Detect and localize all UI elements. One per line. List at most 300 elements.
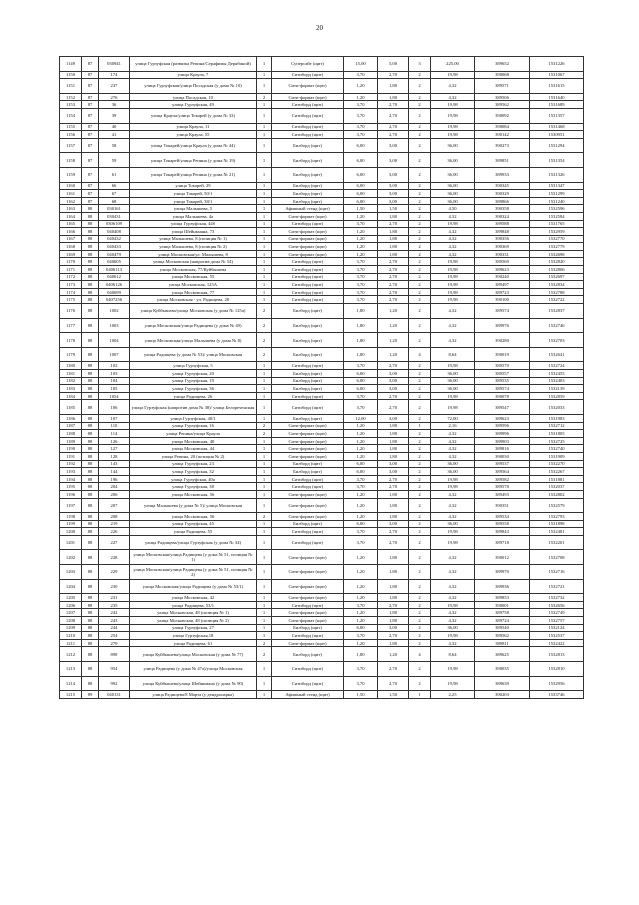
cell-coord-x: 389540 bbox=[475, 624, 530, 632]
cell-row-number: 1199 bbox=[60, 520, 82, 528]
cell-area: 19,98 bbox=[431, 483, 475, 491]
cell-address: улица Радищева/улица Гурзуфская (у дома № 34) bbox=[130, 535, 257, 550]
cell-address: улица Московская, 42 bbox=[130, 594, 257, 602]
cell-district-code: 88 bbox=[82, 212, 99, 220]
cell-area: 36,00 bbox=[431, 138, 475, 153]
table-row bbox=[60, 632, 584, 640]
cell-district-code: 88 bbox=[82, 220, 99, 228]
table-row bbox=[60, 123, 584, 131]
cell-sides: 1 bbox=[257, 452, 272, 460]
cell-height: 1,80 bbox=[378, 430, 409, 438]
cell-sides: 2 bbox=[257, 639, 272, 647]
cell-coord-x: 389623 bbox=[475, 266, 530, 274]
cell-surfaces: 2 bbox=[409, 101, 431, 109]
cell-sides: 2 bbox=[257, 513, 272, 521]
cell-coord-x: 390019 bbox=[475, 347, 530, 362]
cell-area: 19,98 bbox=[431, 296, 475, 304]
cell-coord-y: 1532037 bbox=[530, 483, 584, 491]
cell-structure-number: 1003 bbox=[99, 318, 130, 333]
cell-surfaces: 2 bbox=[409, 498, 431, 513]
cell-width: 3,70 bbox=[344, 258, 378, 266]
cell-district-code: 87 bbox=[82, 101, 99, 109]
cell-structure-number: 1054 bbox=[99, 392, 130, 400]
cell-sides: 1 bbox=[257, 377, 272, 385]
cell-address: улица Малышева, 4а bbox=[130, 212, 257, 220]
table-row bbox=[60, 475, 584, 483]
cell-address: улица Токарей/улица Репина (у дома № 21) bbox=[130, 167, 257, 182]
cell-area: 4,32 bbox=[431, 452, 475, 460]
cell-structure-number: 40 bbox=[99, 123, 130, 131]
cell-structure-type: Билборд (щит) bbox=[272, 318, 344, 333]
cell-structure-number: 030431 bbox=[99, 212, 130, 220]
cell-height: 3,00 bbox=[378, 468, 409, 476]
cell-coord-y: 1532813 bbox=[530, 647, 584, 662]
cell-surfaces: 2 bbox=[409, 197, 431, 205]
cell-row-number: 1187 bbox=[60, 422, 82, 430]
cell-row-number: 1184 bbox=[60, 392, 82, 400]
cell-coord-y: 1532810 bbox=[530, 662, 584, 677]
cell-area: 4,32 bbox=[431, 79, 475, 94]
cell-row-number: 1158 bbox=[60, 153, 82, 168]
table-row bbox=[60, 468, 584, 476]
cell-area: 4,32 bbox=[431, 594, 475, 602]
cell-coord-x: 389625 bbox=[475, 647, 530, 662]
cell-address: улица Московская, 55 bbox=[130, 273, 257, 281]
cell-address: улица Гурзуфская, 40/1 bbox=[130, 414, 257, 422]
cell-structure-type: Ситиборд (щит) bbox=[272, 535, 344, 550]
cell-address: улица Малышева (у дома № 5)/ улица Московская bbox=[130, 498, 257, 513]
cell-height: 2,70 bbox=[378, 273, 409, 281]
cell-height: 3,00 bbox=[378, 414, 409, 422]
cell-structure-number: 030161 bbox=[99, 205, 130, 213]
cell-district-code: 88 bbox=[82, 520, 99, 528]
cell-structure-type: Афишный стенд (щит) bbox=[272, 691, 344, 699]
cell-coord-y: 1531689 bbox=[530, 101, 584, 109]
cell-row-number: 1203 bbox=[60, 565, 82, 580]
cell-row-number: 1182 bbox=[60, 377, 82, 385]
cell-structure-type: Ситиборд (щит) bbox=[272, 288, 344, 296]
cell-row-number: 1209 bbox=[60, 624, 82, 632]
cell-surfaces: 2 bbox=[409, 662, 431, 677]
cell-row-number: 1194 bbox=[60, 475, 82, 483]
cell-area: 19,98 bbox=[431, 131, 475, 139]
cell-height: 2,70 bbox=[378, 676, 409, 691]
cell-row-number: 1180 bbox=[60, 362, 82, 370]
table-row bbox=[60, 273, 584, 281]
cell-width: 3,70 bbox=[344, 601, 378, 609]
cell-width: 1,80 bbox=[344, 333, 378, 348]
cell-structure-number: 104 bbox=[99, 377, 130, 385]
cell-structure-type: Билборд (щит) bbox=[272, 304, 344, 319]
cell-district-code: 87 bbox=[82, 153, 99, 168]
cell-structure-type: Ситиборд (щит) bbox=[272, 266, 344, 274]
cell-height: 1,80 bbox=[378, 609, 409, 617]
cell-address: улица Куйбышева/улица Шейнкмана (у дома № 90) bbox=[130, 676, 257, 691]
cell-structure-type: Билборд (щит) bbox=[272, 385, 344, 393]
cell-coord-x: 390092 bbox=[475, 108, 530, 123]
table-row bbox=[60, 513, 584, 521]
cell-height: 2,70 bbox=[378, 281, 409, 289]
cell-structure-type: Сити-формат (щит) bbox=[272, 243, 344, 251]
cell-structure-number: 126 bbox=[99, 437, 130, 445]
cell-height: 2,70 bbox=[378, 296, 409, 304]
cell-coord-x: 389652 bbox=[475, 57, 530, 72]
cell-structure-number: 040408 bbox=[99, 228, 130, 236]
cell-coord-x: 389582 bbox=[475, 475, 530, 483]
cell-surfaces: 2 bbox=[409, 475, 431, 483]
cell-structure-type: Билборд (щит) bbox=[272, 347, 344, 362]
cell-height: 2,70 bbox=[378, 528, 409, 536]
table-row bbox=[60, 370, 584, 378]
cell-row-number: 1169 bbox=[60, 250, 82, 258]
cell-coord-y: 1532749 bbox=[530, 609, 584, 617]
cell-structure-number: 1004 bbox=[99, 333, 130, 348]
cell-district-code: 88 bbox=[82, 273, 99, 281]
cell-address: улица Московская/улица Радищева (у дома № 53/1) bbox=[130, 579, 257, 594]
cell-width: 3,70 bbox=[344, 483, 378, 491]
cell-coord-y: 1532770 bbox=[530, 235, 584, 243]
cell-district-code: 88 bbox=[82, 460, 99, 468]
cell-width: 1,80 bbox=[344, 347, 378, 362]
cell-structure-number: 68 bbox=[99, 197, 130, 205]
cell-address: улица Московская/улица Малышева (у дома № 8) bbox=[130, 333, 257, 348]
cell-coord-x: 390324 bbox=[475, 212, 530, 220]
cell-district-code: 87 bbox=[82, 167, 99, 182]
cell-width: 3,70 bbox=[344, 288, 378, 296]
cell-structure-number: 144 bbox=[99, 468, 130, 476]
cell-height: 1,80 bbox=[378, 235, 409, 243]
cell-district-code: 87 bbox=[82, 138, 99, 153]
cell-area: 36,00 bbox=[431, 624, 475, 632]
cell-area: 19,98 bbox=[431, 288, 475, 296]
cell-structure-type: Билборд (щит) bbox=[272, 138, 344, 153]
cell-district-code: 88 bbox=[82, 296, 99, 304]
cell-coord-x: 389718 bbox=[475, 535, 530, 550]
cell-coord-x: 389571 bbox=[475, 79, 530, 94]
cell-row-number: 1192 bbox=[60, 460, 82, 468]
cell-sides: 1 bbox=[257, 617, 272, 625]
cell-coord-y: 1532537 bbox=[530, 632, 584, 640]
cell-structure-number: 040131 bbox=[99, 691, 130, 699]
table-row bbox=[60, 235, 584, 243]
cell-structure-number: 0407256 bbox=[99, 296, 130, 304]
cell-structure-number: 040612 bbox=[99, 273, 130, 281]
cell-area: 4,32 bbox=[431, 304, 475, 319]
table-row bbox=[60, 565, 584, 580]
cell-district-code: 88 bbox=[82, 513, 99, 521]
cell-row-number: 1164 bbox=[60, 212, 82, 220]
cell-row-number: 1215 bbox=[60, 691, 82, 699]
cell-coord-y: 1532033 bbox=[530, 400, 584, 415]
cell-structure-number: 102 bbox=[99, 362, 130, 370]
cell-area: 8,64 bbox=[431, 347, 475, 362]
cell-row-number: 1213 bbox=[60, 662, 82, 677]
cell-coord-x: 389493 bbox=[475, 490, 530, 498]
cell-height: 2,70 bbox=[378, 220, 409, 228]
cell-height: 1,50 bbox=[378, 205, 409, 213]
cell-coord-x: 389506 bbox=[475, 93, 530, 101]
cell-row-number: 1154 bbox=[60, 108, 82, 123]
cell-structure-type: Билборд (щит) bbox=[272, 414, 344, 422]
cell-coord-y: 1532403 bbox=[530, 377, 584, 385]
cell-sides: 1 bbox=[257, 579, 272, 594]
cell-coord-y: 1530951 bbox=[530, 131, 584, 139]
cell-area: 19,98 bbox=[431, 123, 475, 131]
cell-district-code: 88 bbox=[82, 228, 99, 236]
cell-surfaces: 2 bbox=[409, 190, 431, 198]
table-row bbox=[60, 182, 584, 190]
table-row bbox=[60, 691, 584, 699]
cell-sides: 1 bbox=[257, 460, 272, 468]
cell-district-code: 88 bbox=[82, 430, 99, 438]
cell-height: 3,00 bbox=[378, 138, 409, 153]
cell-row-number: 1176 bbox=[60, 304, 82, 319]
cell-coord-x: 389843 bbox=[475, 528, 530, 536]
cell-surfaces: 2 bbox=[409, 228, 431, 236]
cell-coord-y: 1531226 bbox=[530, 57, 584, 72]
table-row bbox=[60, 167, 584, 182]
cell-area: 19,98 bbox=[431, 281, 475, 289]
cell-width: 1,20 bbox=[344, 452, 378, 460]
table-row bbox=[60, 579, 584, 594]
cell-sides: 1 bbox=[257, 691, 272, 699]
cell-height: 1,20 bbox=[378, 318, 409, 333]
table-row bbox=[60, 288, 584, 296]
cell-surfaces: 2 bbox=[409, 296, 431, 304]
cell-height: 2,70 bbox=[378, 392, 409, 400]
cell-area: 4,32 bbox=[431, 579, 475, 594]
cell-address: улица Краула/улица Токарей (у дома № 33) bbox=[130, 108, 257, 123]
table-row bbox=[60, 281, 584, 289]
cell-coord-x: 390035 bbox=[475, 662, 530, 677]
cell-coord-x: 389578 bbox=[475, 483, 530, 491]
cell-structure-type: Ситиборд (щит) bbox=[272, 400, 344, 415]
cell-row-number: 1161 bbox=[60, 190, 82, 198]
cell-address: улица Гурзуфская, 44б bbox=[130, 220, 257, 228]
cell-address: улица Радищева (у дома № 47а)/улица Московская bbox=[130, 662, 257, 677]
cell-sides: 1 bbox=[257, 108, 272, 123]
cell-height: 3,00 bbox=[378, 520, 409, 528]
cell-width: 1,20 bbox=[344, 93, 378, 101]
cell-coord-y: 1532712 bbox=[530, 422, 584, 430]
cell-height: 2,70 bbox=[378, 131, 409, 139]
cell-area: 4,32 bbox=[431, 490, 475, 498]
cell-sides: 2 bbox=[257, 430, 272, 438]
cell-district-code: 88 bbox=[82, 565, 99, 580]
cell-address: улица Московская/ул. Малышева, 8 bbox=[130, 250, 257, 258]
cell-surfaces: 2 bbox=[409, 609, 431, 617]
cell-sides: 1 bbox=[257, 57, 272, 72]
cell-coord-y: 1531898 bbox=[530, 520, 584, 528]
cell-surfaces: 2 bbox=[409, 617, 431, 625]
cell-coord-x: 390358 bbox=[475, 205, 530, 213]
cell-surfaces: 2 bbox=[409, 131, 431, 139]
cell-area: 36,00 bbox=[431, 167, 475, 182]
table-row bbox=[60, 414, 584, 422]
cell-district-code: 88 bbox=[82, 304, 99, 319]
cell-width: 1,20 bbox=[344, 228, 378, 236]
cell-surfaces: 2 bbox=[409, 535, 431, 550]
cell-width: 3,70 bbox=[344, 296, 378, 304]
cell-width: 1,20 bbox=[344, 550, 378, 565]
cell-structure-type: Сити-формат (щит) bbox=[272, 550, 344, 565]
cell-coord-x: 390351 bbox=[475, 498, 530, 513]
cell-row-number: 1162 bbox=[60, 197, 82, 205]
cell-coord-y: 1532201 bbox=[530, 535, 584, 550]
cell-width: 3,70 bbox=[344, 281, 378, 289]
cell-structure-number: 206 bbox=[99, 490, 130, 498]
cell-district-code: 87 bbox=[82, 197, 99, 205]
cell-structure-type: Ситиборд (щит) bbox=[272, 601, 344, 609]
cell-height: 2,70 bbox=[378, 483, 409, 491]
cell-area: 4,32 bbox=[431, 513, 475, 521]
cell-height: 1,20 bbox=[378, 304, 409, 319]
cell-height: 1,20 bbox=[378, 647, 409, 662]
cell-address: улица Токарей/улица Репина (у дома № 19) bbox=[130, 153, 257, 168]
cell-width: 6,00 bbox=[344, 138, 378, 153]
cell-sides: 1 bbox=[257, 498, 272, 513]
cell-row-number: 1214 bbox=[60, 676, 82, 691]
table-row bbox=[60, 71, 584, 79]
cell-address: улица Радищева, 26 bbox=[130, 392, 257, 400]
cell-structure-number: 106 bbox=[99, 400, 130, 415]
advertising-structures-table bbox=[59, 56, 584, 699]
cell-sides: 1 bbox=[257, 197, 272, 205]
cell-structure-type: Ситиборд (щит) bbox=[272, 528, 344, 536]
cell-surfaces: 2 bbox=[409, 288, 431, 296]
cell-row-number: 1174 bbox=[60, 288, 82, 296]
cell-structure-number: 898 bbox=[99, 647, 130, 662]
cell-address: улица Московская - ул. Радищева, 28 bbox=[130, 296, 257, 304]
cell-district-code: 88 bbox=[82, 475, 99, 483]
cell-area: 4,32 bbox=[431, 617, 475, 625]
cell-address: улица Краула, 55 bbox=[130, 131, 257, 139]
cell-structure-type: Сити-формат (щит) bbox=[272, 228, 344, 236]
cell-surfaces: 4 bbox=[409, 647, 431, 662]
cell-coord-y: 1532732 bbox=[530, 594, 584, 602]
cell-row-number: 1160 bbox=[60, 182, 82, 190]
cell-coord-x: 389569 bbox=[475, 258, 530, 266]
cell-address: улица Московская, 48 (позиция № 1) bbox=[130, 609, 257, 617]
cell-sides: 1 bbox=[257, 624, 272, 632]
cell-district-code: 88 bbox=[82, 370, 99, 378]
cell-structure-number: 174 bbox=[99, 71, 130, 79]
cell-coord-y: 1532697 bbox=[530, 273, 584, 281]
cell-district-code: 88 bbox=[82, 362, 99, 370]
cell-district-code: 87 bbox=[82, 71, 99, 79]
cell-coord-x: 390001 bbox=[475, 601, 530, 609]
cell-structure-type: Сити-формат (щит) bbox=[272, 422, 344, 430]
cell-coord-y: 1532596 bbox=[530, 205, 584, 213]
cell-structure-type: Сити-формат (щит) bbox=[272, 430, 344, 438]
cell-width: 3,70 bbox=[344, 131, 378, 139]
cell-surfaces: 2 bbox=[409, 483, 431, 491]
cell-structure-type: Билборд (щит) bbox=[272, 333, 344, 348]
table-row bbox=[60, 437, 584, 445]
cell-height: 2,70 bbox=[378, 362, 409, 370]
cell-coord-y: 1533746 bbox=[530, 691, 584, 699]
cell-area: 19,98 bbox=[431, 258, 475, 266]
cell-coord-y: 1532740 bbox=[530, 445, 584, 453]
cell-height: 5,00 bbox=[378, 57, 409, 72]
cell-surfaces: 2 bbox=[409, 414, 431, 422]
cell-coord-y: 1532270 bbox=[530, 460, 584, 468]
cell-width: 1,20 bbox=[344, 79, 378, 94]
cell-coord-y: 1532703 bbox=[530, 333, 584, 348]
cell-structure-number: 254 bbox=[99, 632, 130, 640]
cell-structure-type: Ситиборд (щит) bbox=[272, 131, 344, 139]
cell-coord-y: 1532746 bbox=[530, 318, 584, 333]
cell-sides: 2 bbox=[257, 333, 272, 348]
cell-height: 3,00 bbox=[378, 385, 409, 393]
cell-coord-x: 389535 bbox=[475, 377, 530, 385]
table-row bbox=[60, 377, 584, 385]
cell-structure-number: 227 bbox=[99, 535, 130, 550]
cell-area: 4,32 bbox=[431, 550, 475, 565]
cell-structure-type: Билборд (щит) bbox=[272, 624, 344, 632]
cell-structure-number: 040433 bbox=[99, 243, 130, 251]
cell-sides: 1 bbox=[257, 601, 272, 609]
cell-height: 3,00 bbox=[378, 197, 409, 205]
table-row bbox=[60, 93, 584, 101]
cell-height: 1,80 bbox=[378, 422, 409, 430]
cell-coord-x: 390012 bbox=[475, 550, 530, 565]
cell-row-number: 1170 bbox=[60, 258, 82, 266]
cell-sides: 1 bbox=[257, 475, 272, 483]
cell-height: 2,70 bbox=[378, 108, 409, 123]
cell-width: 6,00 bbox=[344, 167, 378, 182]
cell-address: улица Токарей, 38/1 bbox=[130, 197, 257, 205]
cell-surfaces: 3 bbox=[409, 57, 431, 72]
table-row bbox=[60, 266, 584, 274]
table-row bbox=[60, 445, 584, 453]
table-row bbox=[60, 483, 584, 491]
cell-district-code: 89 bbox=[82, 691, 99, 699]
cell-coord-y: 1531765 bbox=[530, 220, 584, 228]
cell-structure-number: 226 bbox=[99, 528, 130, 536]
cell-sides: 2 bbox=[257, 304, 272, 319]
cell-area: 19,98 bbox=[431, 662, 475, 677]
cell-structure-number: 228 bbox=[99, 550, 130, 565]
cell-height: 1,80 bbox=[378, 490, 409, 498]
cell-area: 19,98 bbox=[431, 220, 475, 228]
cell-height: 1,80 bbox=[378, 498, 409, 513]
cell-district-code: 87 bbox=[82, 79, 99, 94]
cell-row-number: 1196 bbox=[60, 490, 82, 498]
cell-surfaces: 2 bbox=[409, 594, 431, 602]
cell-surfaces: 2 bbox=[409, 550, 431, 565]
cell-structure-type: Сити-формат (щит) bbox=[272, 93, 344, 101]
cell-row-number: 1168 bbox=[60, 243, 82, 251]
cell-area: 36,00 bbox=[431, 460, 475, 468]
table-row bbox=[60, 197, 584, 205]
cell-district-code: 88 bbox=[82, 662, 99, 677]
cell-district-code: 88 bbox=[82, 235, 99, 243]
cell-structure-type: Сити-формат (щит) bbox=[272, 639, 344, 647]
cell-structure-number: 107 bbox=[99, 414, 130, 422]
cell-surfaces: 2 bbox=[409, 460, 431, 468]
cell-surfaces: 2 bbox=[409, 437, 431, 445]
cell-structure-type: Суперсайт (щит) bbox=[272, 57, 344, 72]
cell-coord-y: 1531299 bbox=[530, 190, 584, 198]
cell-structure-type: Сити-формат (щит) bbox=[272, 452, 344, 460]
table-row bbox=[60, 676, 584, 691]
cell-width: 3,70 bbox=[344, 108, 378, 123]
cell-width: 6,00 bbox=[344, 624, 378, 632]
cell-width: 1,20 bbox=[344, 430, 378, 438]
cell-surfaces: 2 bbox=[409, 468, 431, 476]
cell-sides: 1 bbox=[257, 565, 272, 580]
